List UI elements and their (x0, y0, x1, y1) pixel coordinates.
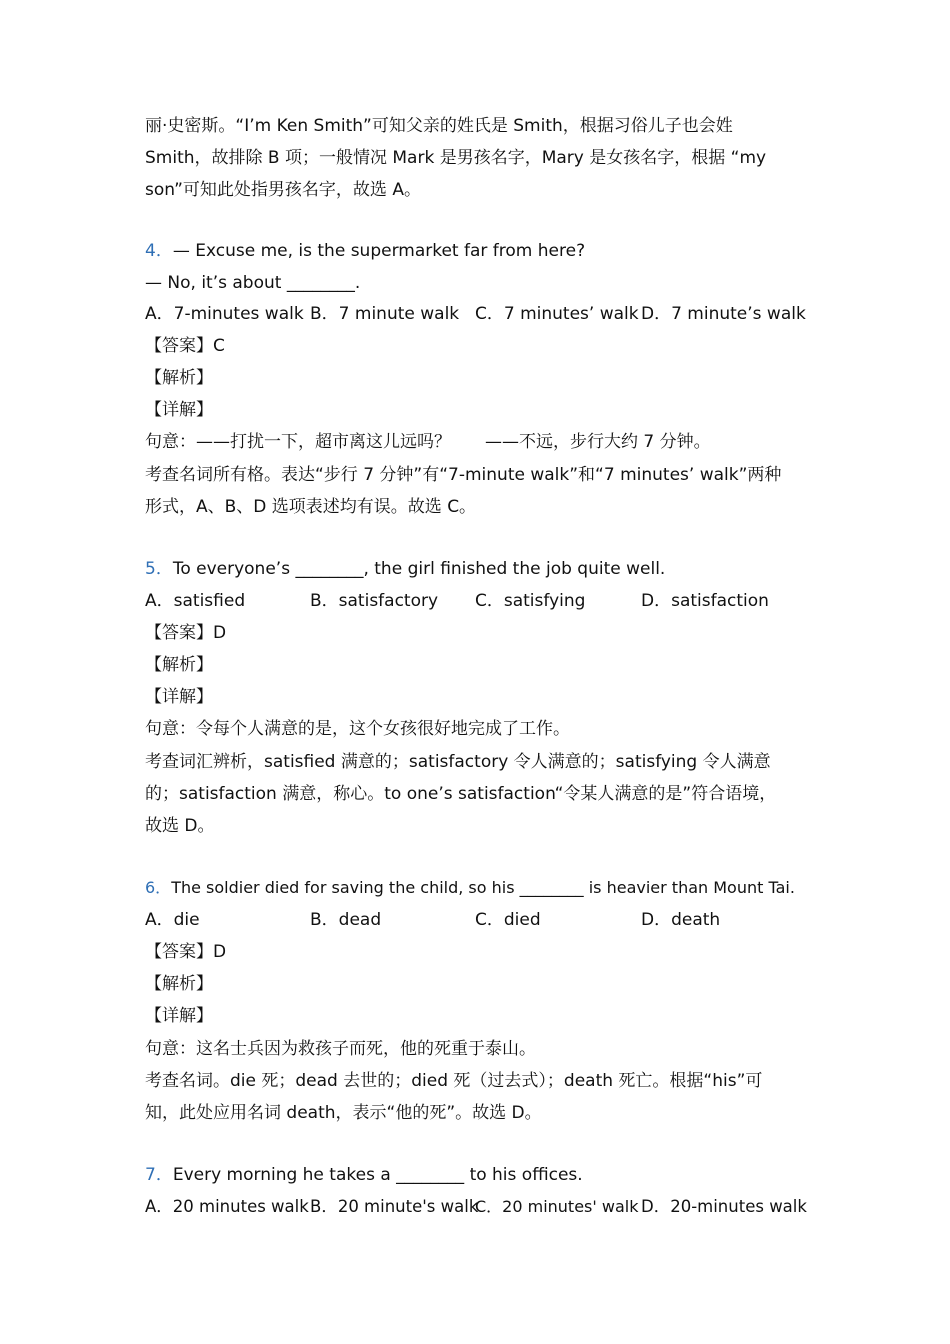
detail-heading: 【详解】 (145, 400, 213, 420)
options-row (145, 1196, 810, 1218)
explain-line: 考查词汇辨析，satisfied 满意的；satisfactory 令人满意的；satisfying 令人满意 (145, 752, 771, 772)
option-a: A．7-minutes walk (145, 304, 304, 324)
option-d: D．satisfaction (641, 591, 769, 611)
answer-line: 【答案】D (145, 942, 227, 962)
intro-line: Smith，故排除 B 项；一般情况 Mark 是男孩名字，Mary 是女孩名字，根据 “my (145, 148, 767, 168)
question-number: 7． (145, 1165, 173, 1185)
option-c: C．died (475, 910, 541, 930)
explain-line: 考查名词所有格。表达“步行 7 分钟”有“7-minute walk”和“7 minutes’ walk”两种 (145, 465, 782, 485)
intro-line: son”可知此处指男孩名字，故选 A。 (145, 180, 421, 200)
explain-line: 句意：令每个人满意的是，这个女孩很好地完成了工作。 (145, 719, 570, 739)
question-reply: — No, it’s about ________. (145, 273, 361, 293)
option-a: A．die (145, 910, 200, 930)
option-b: B．dead (310, 910, 382, 930)
question-text: Every morning he takes a ________ to his offices. (172, 1165, 583, 1185)
option-d: D．death (641, 910, 721, 930)
question-text: — Excuse me, is the supermarket far from here? (172, 241, 586, 261)
option-b: B．20 minute's walk (310, 1197, 479, 1216)
option-c: C．20 minutes' walk (475, 1197, 639, 1216)
option-c: C．satisfying (475, 591, 586, 611)
question-stem (145, 240, 585, 262)
question-number: 6． (145, 878, 172, 897)
explain-line: 故选 D。 (145, 816, 215, 836)
analysis-heading: 【解析】 (145, 368, 213, 388)
question-stem (145, 877, 795, 899)
analysis-heading: 【解析】 (145, 655, 213, 675)
option-d: D．7 minute’s walk (641, 304, 806, 324)
question-number: 4． (145, 241, 173, 261)
explain-line: 形式，A、B、D 选项表述均有误。故选 C。 (145, 497, 477, 517)
detail-heading: 【详解】 (145, 1006, 213, 1026)
detail-heading: 【详解】 (145, 687, 213, 707)
explain-line: 知，此处应用名词 death，表示“他的死”。故选 D。 (145, 1103, 542, 1123)
option-d: D．20-minutes walk (641, 1197, 807, 1216)
option-b: B．satisfactory (310, 591, 439, 611)
answer-line: 【答案】C (145, 336, 225, 356)
options-row (145, 303, 810, 325)
question-text: The soldier died for saving the child, so his ________ is heavier than Mount Tai. (171, 878, 795, 897)
question-text: To everyone’s ________, the girl finished the job quite well. (172, 559, 666, 579)
explain-line: 考查名词。die 死；dead 去世的；died 死（过去式）；death 死亡。根据“his”可 (145, 1071, 763, 1091)
options-row (145, 909, 810, 931)
option-b: B．7 minute walk (310, 304, 460, 324)
explain-line: 句意：——打扰一下，超市离这儿远吗？ ——不远，步行大约 7 分钟。 (145, 432, 711, 452)
intro-line: 丽·史密斯。“I’m Ken Smith”可知父亲的姓氏是 Smith，根据习俗儿子也会姓 (145, 116, 733, 136)
option-c: C．7 minutes’ walk (475, 304, 639, 324)
explain-line: 的；satisfaction 满意，称心。to one’s satisfaction“令某人满意的是”符合语境， (145, 784, 777, 804)
question-stem (145, 1164, 583, 1186)
option-a: A．satisfied (145, 591, 246, 611)
explain-line: 句意：这名士兵因为救孩子而死，他的死重于泰山。 (145, 1039, 536, 1059)
option-a: A．20 minutes walk (145, 1197, 309, 1216)
question-stem (145, 558, 665, 580)
analysis-heading: 【解析】 (145, 974, 213, 994)
question-number: 5． (145, 559, 173, 579)
options-row (145, 590, 810, 612)
answer-line: 【答案】D (145, 623, 227, 643)
